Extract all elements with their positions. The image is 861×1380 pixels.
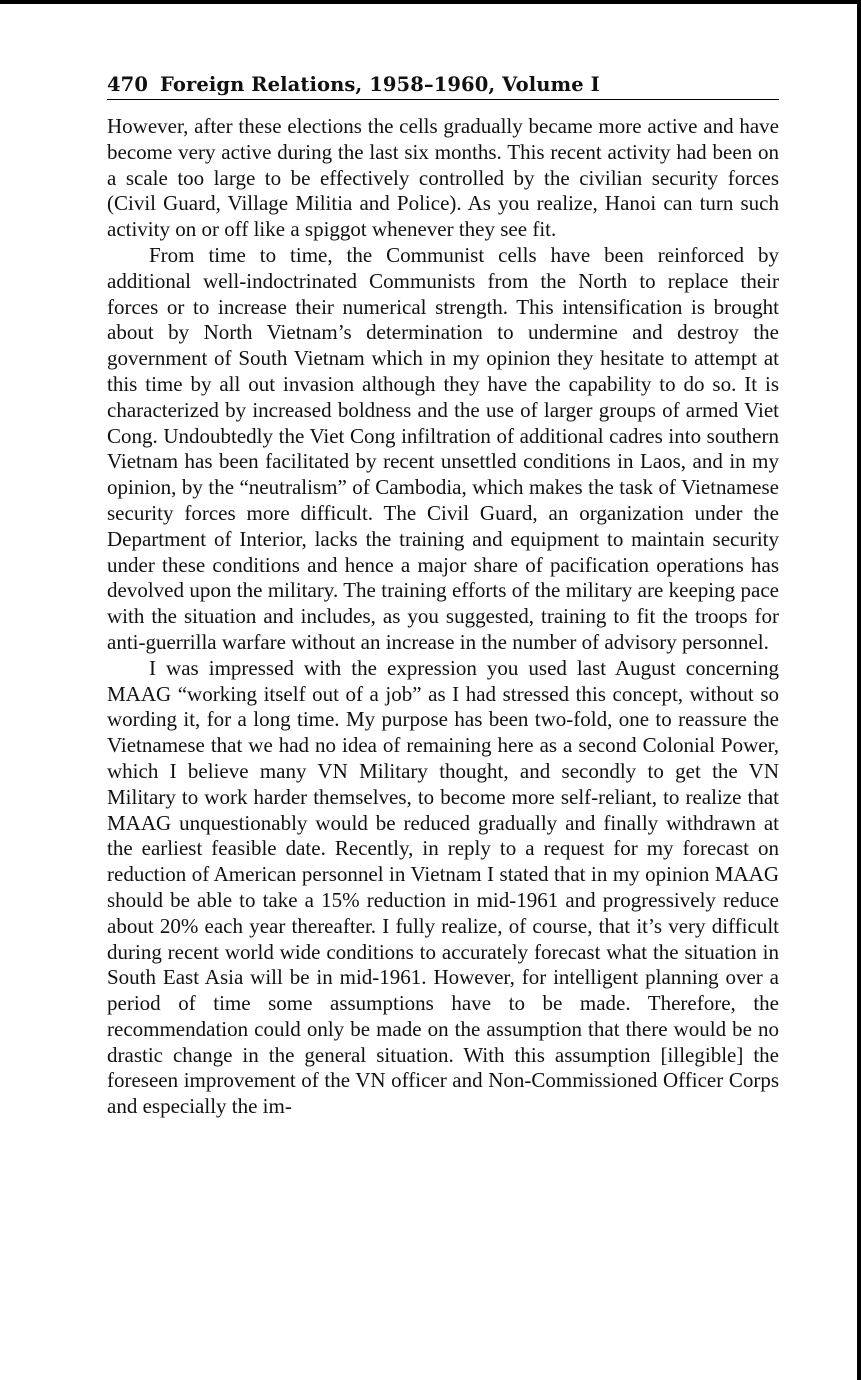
page-number: 470 — [107, 73, 149, 96]
paragraph: I was impressed with the expression you used last August concerning MAAG “working itself out of a job” as I had stressed this concept, without so wording it, for a long time. My purpose has been two-fold, one to reassure the Vietnamese that we had no idea of remaining here as a second Colonial Power, which I believe many VN Military thought, and secondly to get the VN Military to work harder themselves, to become more self-reliant, to realize that MAAG unquestionably would be reduced gradually and finally withdrawn at the earliest feasible date. Recently, in reply to a request for my forecast on reduction of American personnel in Vietnam I stated that in my opinion MAAG should be able to take a 15% reduction in mid-1961 and progressively reduce about 20% each year thereafter. I fully realize, of course, that it’s very difficult during recent world wide conditions to accurately forecast what the situation in South East Asia will be in mid-1961. However, for intelligent planning over a period of time some assumptions have to be made. Therefore, the recommendation could only be made on the assumption that there would be no drastic change in the general situation. With this assumption [illegible] the foreseen improvement of the VN officer and Non-Commissioned Officer Corps and especially the im- — [107, 655, 779, 1119]
scan-border-top — [0, 0, 861, 4]
volume-title: Foreign Relations, 1958–1960, Volume I — [160, 73, 600, 96]
scan-border-right — [857, 0, 861, 1380]
document-page — [107, 72, 779, 1120]
running-header — [107, 72, 779, 100]
paragraph: From time to time, the Communist cells have been reinforced by additional well-indoctrinated Communists from the North to replace their forces or to increase their numerical strength. This intensification is brought about by North Vietnam’s determination to undermine and destroy the government of South Vietnam which in my opinion they hesitate to attempt at this time by all out invasion although they have the capability to do so. It is characterized by increased boldness and the use of larger groups of armed Viet Cong. Undoubtedly the Viet Cong infiltration of additional cadres into southern Vietnam has been facilitated by recent unsettled conditions in Laos, and in my opinion, by the “neutralism” of Cambodia, which makes the task of Vietnamese security forces more difficult. The Civil Guard, an organization under the Department of Interior, lacks the training and equipment to maintain security under these conditions and hence a major share of pacification operations has devolved upon the military. The training efforts of the military are keeping pace with the situation and includes, as you suggested, training to fit the troops for anti-guerrilla warfare without an increase in the number of advisory personnel. — [107, 242, 779, 654]
paragraph-continued: However, after these elections the cells gradually became more active and have become very active during the last six months. This recent activity had been on a scale too large to be effectively controlled by the civilian security forces (Civil Guard, Village Militia and Police). As you realize, Hanoi can turn such activity on or off like a spiggot whenever they see fit. — [107, 114, 779, 242]
body-text — [107, 114, 779, 1120]
